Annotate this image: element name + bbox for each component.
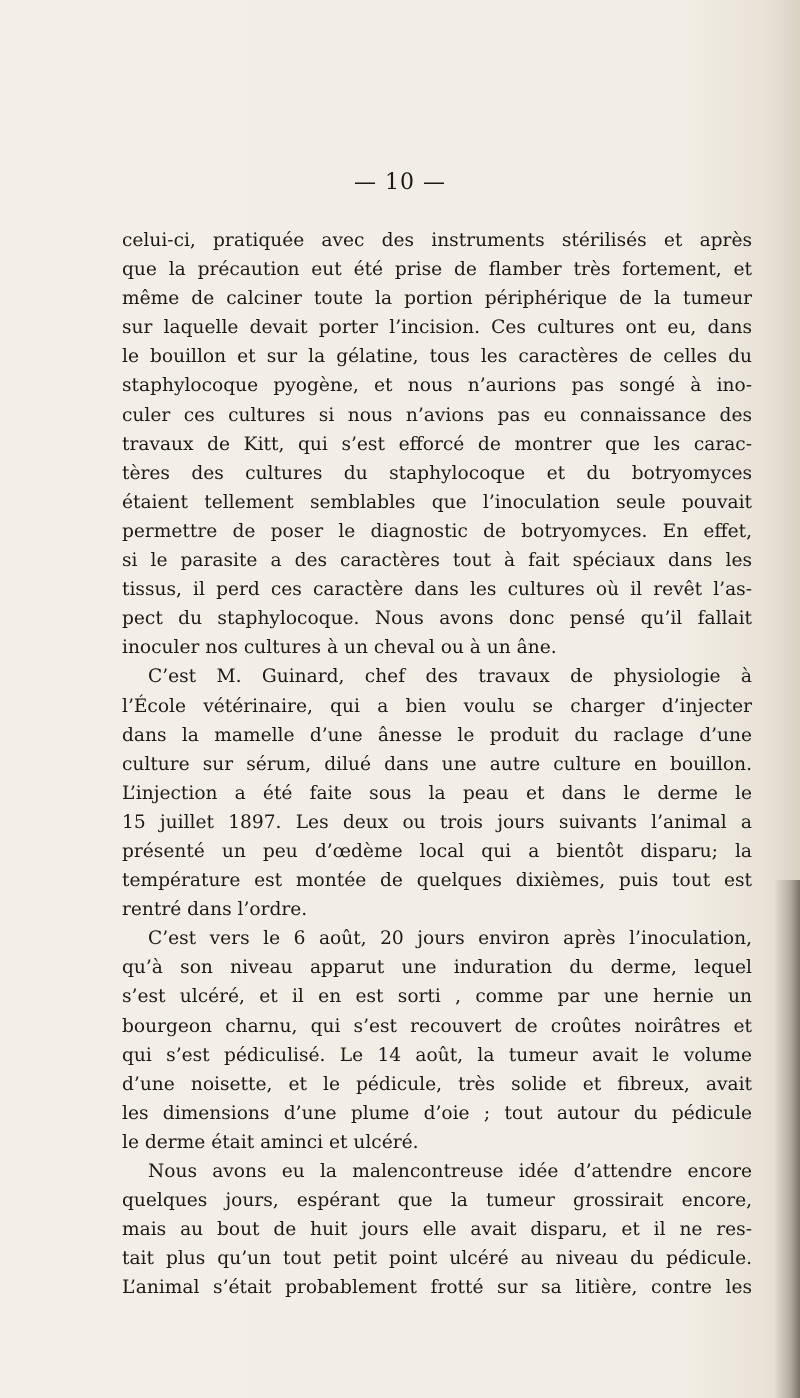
text-line: permettre de poser le diagnostic de botryomyces. En effet, — [122, 520, 752, 542]
text-line: mais au bout de huit jours elle avait disparu, et il ne res- — [122, 1219, 752, 1241]
text-line: le bouillon et sur la gélatine, tous les caractères de celles du — [122, 346, 752, 368]
text-line: L’animal s’était probablement frotté sur sa litière, contre les — [122, 1277, 752, 1299]
text-line: quelques jours, espérant que la tumeur grossirait encore, — [122, 1190, 752, 1212]
text-line: s’est ulcéré, et il en est sorti , comme par une hernie un — [122, 986, 752, 1008]
text-line: L’injection a été faite sous la peau et dans le derme le — [122, 782, 752, 804]
text-line: tissus, il perd ces caractère dans les cultures où il revêt l’as- — [122, 579, 752, 601]
text-line: qui s’est pédiculisé. Le 14 août, la tumeur avait le volume — [122, 1044, 752, 1066]
text-line: même de calciner toute la portion périphérique de la tumeur — [122, 288, 752, 310]
text-line: si le parasite a des caractères tout à fait spéciaux dans les — [122, 550, 752, 572]
text-line: travaux de Kitt, qui s’est efforcé de montrer que les carac- — [122, 433, 752, 455]
text-line: sur laquelle devait porter l’incision. Ces cultures ont eu, dans — [122, 317, 752, 339]
text-line: staphylocoque pyogène, et nous n’aurions pas songé à ino- — [122, 375, 752, 397]
text-line: présenté un peu d’œdème local qui a bientôt disparu; la — [122, 840, 752, 862]
text-line: tait plus qu’un tout petit point ulcéré au niveau du pédicule. — [122, 1248, 752, 1270]
text-line: 15 juillet 1897. Les deux ou trois jours suivants l’animal a — [122, 811, 752, 833]
text-line: inoculer nos cultures à un cheval ou à un âne. — [122, 637, 557, 659]
text-line: culer ces cultures si nous n’avions pas eu connaissance des — [122, 404, 752, 426]
text-line: rentré dans l’ordre. — [122, 899, 308, 921]
text-line: bourgeon charnu, qui s’est recouvert de croûtes noirâtres et — [122, 1015, 752, 1037]
body-text — [122, 226, 752, 1302]
text-line: tères des cultures du staphylocoque et du botryomyces — [122, 462, 752, 484]
text-line: celui-ci, pratiquée avec des instruments stérilisés et après — [122, 230, 752, 251]
text-line: C’est vers le 6 août, 20 jours environ après l’inoculation, — [148, 928, 752, 950]
text-line: d’une noisette, et le pédicule, très solide et fibreux, avait — [122, 1073, 752, 1095]
text-line: que la précaution eut été prise de flamber très fortement, et — [122, 259, 752, 281]
text-line: étaient tellement semblables que l’inoculation seule pouvait — [122, 491, 752, 513]
text-line: les dimensions d’une plume d’oie ; tout autour du pédicule — [122, 1102, 752, 1124]
text-line: dans la mamelle d’une ânesse le produit du raclage d’une — [122, 724, 752, 746]
text-line: l’École vétérinaire, qui a bien voulu se charger d’injecter — [122, 695, 752, 717]
text-line: qu’à son niveau apparut une induration du derme, lequel — [122, 957, 752, 979]
text-line: Nous avons eu la malencontreuse idée d’attendre encore — [148, 1161, 752, 1182]
text-line: pect du staphylocoque. Nous avons donc pensé qu’il fallait — [122, 608, 752, 630]
text-line: C’est M. Guinard, chef des travaux de physiologie à — [148, 666, 752, 688]
text-line: culture sur sérum, dilué dans une autre culture en bouillon. — [122, 753, 752, 775]
text-line: le derme était aminci et ulcéré. — [122, 1131, 419, 1153]
text-line: température est montée de quelques dixièmes, puis tout est — [122, 870, 752, 892]
page-number: — 10 — — [354, 170, 446, 195]
page-edge-shadow — [774, 880, 800, 1398]
